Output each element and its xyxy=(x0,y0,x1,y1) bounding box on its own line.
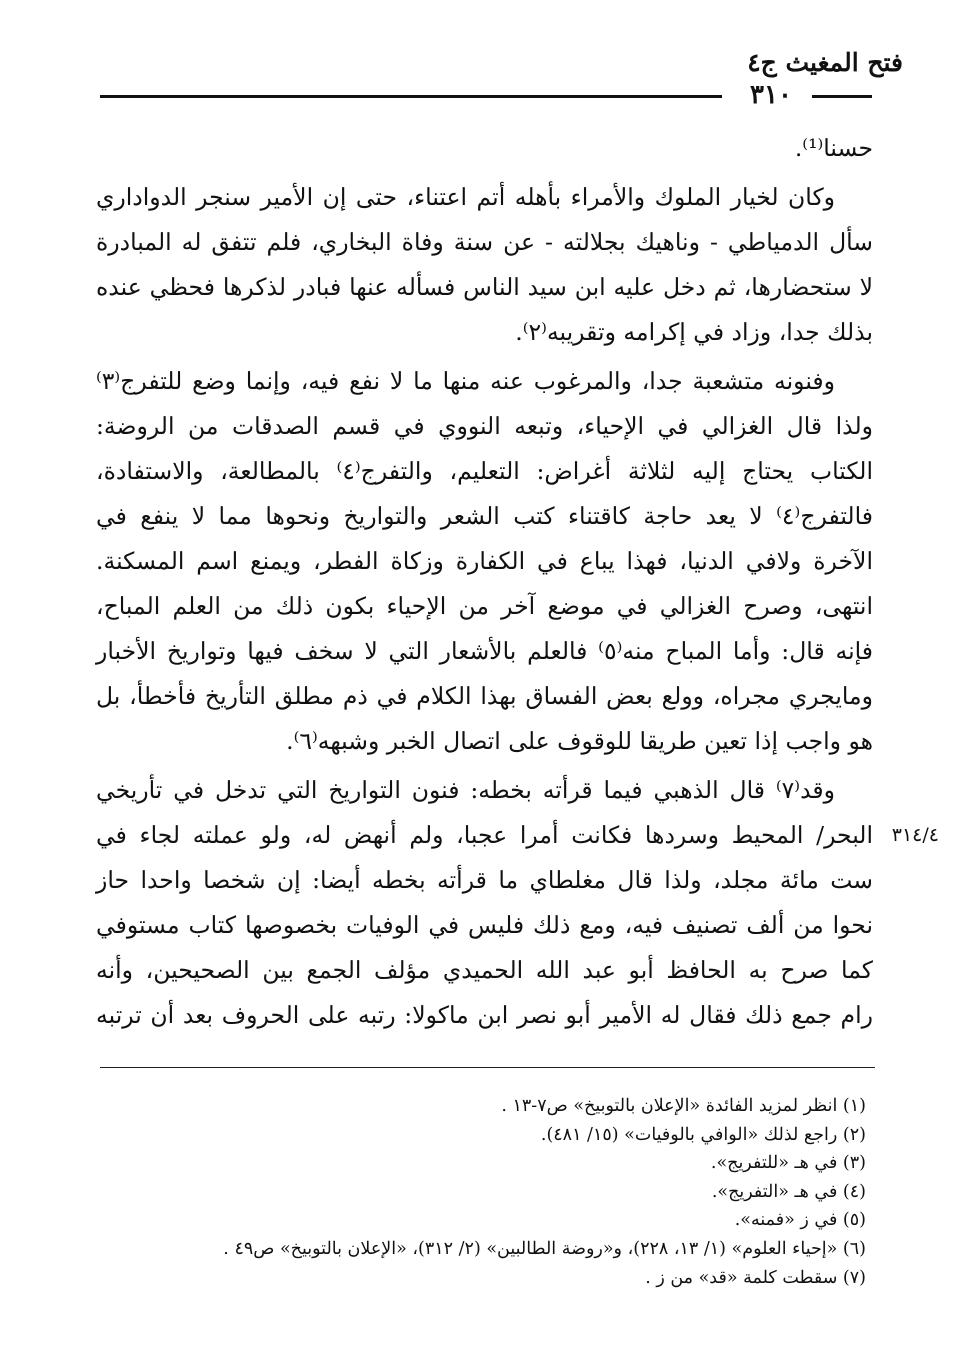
text-line: وكان لخيار الملوك والأمراء بأهله أتم اعتناء، حتى إن الأمير سنجر الدواداري xyxy=(96,183,835,211)
text-line: سأل الدمياطي - وناهيك بجلالته - عن سنة وفاة البخاري، فلم تتفق له المبادرة xyxy=(96,228,873,256)
text-line xyxy=(96,813,939,858)
footnotes xyxy=(96,1092,866,1292)
text-line: الكتاب يحتاج إليه لثلاثة أغراض: التعليم، والتفرج⁽٤⁾ بالمطالعة، والاستفادة، xyxy=(96,457,873,485)
footnote: (٢) راجع لذلك «الوافي بالوفيات» (١٥/ ٤٨١). xyxy=(540,1124,866,1145)
footnote: (٦) «إحياء العلوم» (١/ ١٣، ٢٢٨)، و«روضة الطالبين» (٢/ ٣١٢)، «الإعلان بالتوبيخ» ص٤٩ . xyxy=(223,1238,866,1259)
main-text xyxy=(96,126,939,1038)
margin-page-reference: ٣١٤/٤ xyxy=(891,824,939,846)
text-line: نحوا من ألف تصنيف فيه، ومع ذلك فليس في الوفيات بخصوصها كتاب مستوفي xyxy=(96,911,873,939)
footnote: (٣) في هـ «للتفريج». xyxy=(710,1153,866,1174)
text-line: انتهى، وصرح الغزالي في موضع آخر من الإحياء بكون ذلك من العلم المباح، xyxy=(96,592,873,620)
text-line: هو واجب إذا تعين طريقا للوقوف على اتصال الخبر وشبهه⁽٦⁾. xyxy=(286,727,873,755)
footnote: (١) انظر لمزيد الفائدة «الإعلان بالتوبيخ» ص٧-١٣ . xyxy=(501,1096,866,1116)
footnote: (٧) سقطت كلمة «قد» من ز . xyxy=(645,1267,866,1288)
text-line: رام جمع ذلك فقال له الأمير أبو نصر ابن ماكولا: رتبه على الحروف بعد أن ترتبه xyxy=(96,1001,873,1029)
text-line: ست مائة مجلد، ولذا قال مغلطاي ما قرأته بخطه أيضا: إن شخصا واحدا حاز xyxy=(96,866,873,894)
running-header-title: فتح المغيث ج٤ xyxy=(747,48,903,77)
header-rule-short xyxy=(812,95,872,98)
text-line: فالتفرج⁽٤⁾ لا يعد حاجة كاقتناء كتب الشعر والتواريخ ونحوها مما لا ينفع في xyxy=(96,502,873,530)
text-line: حسنا⁽¹⁾. xyxy=(794,134,873,162)
page-number: ٣١٠ xyxy=(750,80,792,110)
text-line: ولذا قال الغزالي في الإحياء، وتبعه النووي في قسم الصدقات من الروضة: xyxy=(96,412,873,440)
footnote: (٤) في هـ «التفريج». xyxy=(711,1181,866,1202)
text-line: بذلك جدا، وزاد في إكرامه وتقريبه⁽٢⁾. xyxy=(515,318,873,346)
footnote-rule xyxy=(100,1067,875,1068)
text-line: الآخرة ولافي الدنيا، فهذا يباع في الكفارة وزكاة الفطر، ويمنع اسم المسكنة. xyxy=(96,547,873,575)
text-line: ومايجري مجراه، وولع بعض الفساق بهذا الكلام في ذم مطلق التأريخ فأخطأ، بل xyxy=(96,682,873,710)
text-line: وقد⁽٧⁾ قال الذهبي فيما قرأته بخطه: فنون التواريخ التي تدخل في تأريخي xyxy=(96,776,835,804)
text-line: وفنونه متشعبة جدا، والمرغوب عنه منها ما لا نفع فيه، وإنما وضع للتفرج⁽٣⁾ xyxy=(96,367,835,395)
text-line: لا ستحضارها، ثم دخل عليه ابن سيد الناس فسأله عنها فبادر لذكرها فحظي عنده xyxy=(96,273,873,301)
text-line-content: البحر/ المحيط وسردها فكانت أمرا عجبا، ولم أنهض له، ولو عملته لجاء في xyxy=(96,821,873,849)
text-line: فإنه قال: وأما المباح منه⁽٥⁾ فالعلم بالأشعار التي لا سخف فيها وتواريخ الأخبار xyxy=(96,637,874,665)
text-line: كما صرح به الحافظ أبو عبد الله الحميدي مؤلف الجمع بين الصحيحين، وأنه xyxy=(96,956,873,984)
header-rule xyxy=(100,95,722,98)
footnote: (٥) في ز «فمنه». xyxy=(734,1210,866,1231)
